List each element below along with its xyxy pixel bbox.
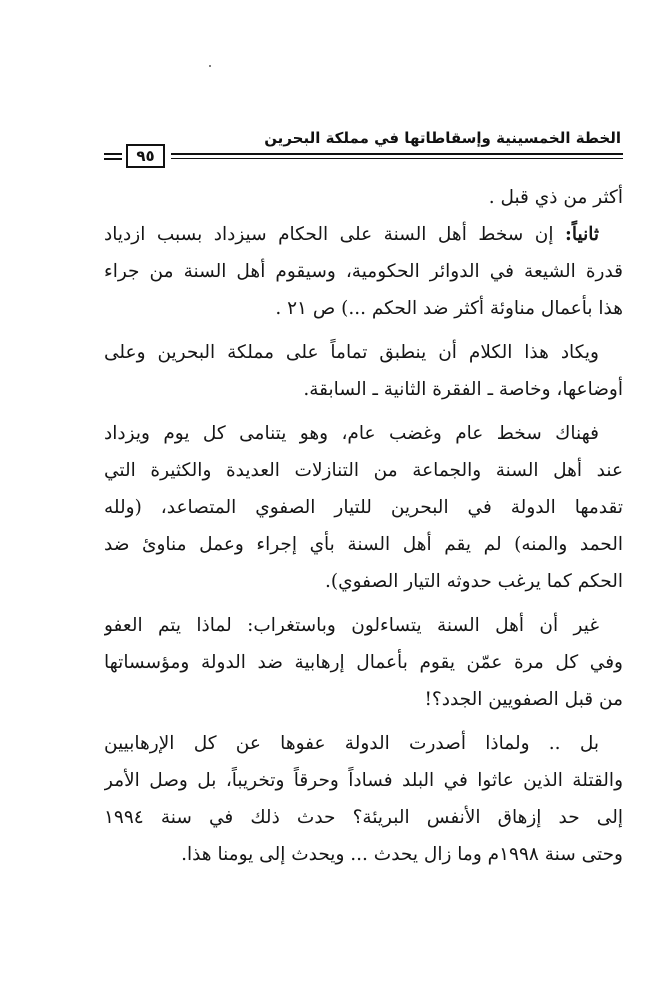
body-text [104,179,623,873]
scan-speck [209,65,211,67]
text-line: قدرة الشيعة في الدوائر الحكومية، وسيقوم أهل السنة من جراء [104,261,623,282]
text-line: إلى حد إزهاق الأنفس البريئة؟ حدث ذلك في سنة ١٩٩٤ [104,807,623,828]
text-line: وفي كل مرة عمّن يقوم بأعمال إرهابية ضد الدولة ومؤسساتها [104,652,623,673]
text-line: بل .. ولماذا أصدرت الدولة عفوها عن كل الإرهابيين [104,733,599,754]
text-line: غير أن أهل السنة يتساءلون وباستغراب: لماذا يتم العفو [104,615,599,636]
header-rule-right [171,153,623,162]
text-line: وحتى سنة ١٩٩٨م وما زال يحدث ... ويحدث إلى يومنا هذا. [181,844,623,865]
text-line: من قبل الصفويين الجدد؟! [424,689,623,710]
text-line: تقدمها الدولة في البحرين للتيار الصفوي المتصاعد، (ولله [104,497,623,518]
running-header-title: الخطة الخمسينية وإسقاطاتها في مملكة البحرين [264,129,621,147]
text-line: فهناك سخط عام وغضب عام، وهو يتنامى كل يوم ويزداد [104,423,599,444]
text-line [104,216,623,253]
header-rule-left [104,153,122,162]
text-line: الحكم كما يرغب حدوثه التيار الصفوي). [325,571,623,592]
page-number: ٩٥ [126,144,165,168]
text-line: أكثر من ذي قبل . [488,187,623,208]
text-line: أوضاعها، وخاصة ـ الفقرة الثانية ـ السابقة. [303,379,623,400]
text-line: الحمد والمنه) لم يقم أهل السنة بأي إجراء وعمل مناوئ ضد [104,534,623,555]
text-line: هذا بأعمال مناوئة أكثر ضد الحكم ...) ص ٢١ . [275,298,623,319]
text-line-segment: إن سخط أهل السنة على الحكام سيزداد بسبب ازدياد [104,224,566,245]
text-line: عند أهل السنة والجماعة من التنازلات العديدة والكثيرة التي [104,460,623,481]
section-label: ثانياً: [565,224,599,245]
text-line: والقتلة الذين عاثوا في البلد فساداً وحرقاً وتخريباً، بل وصل الأمر [104,770,623,791]
text-line: ويكاد هذا الكلام أن ينطبق تماماً على مملكة البحرين وعلى [104,342,599,363]
